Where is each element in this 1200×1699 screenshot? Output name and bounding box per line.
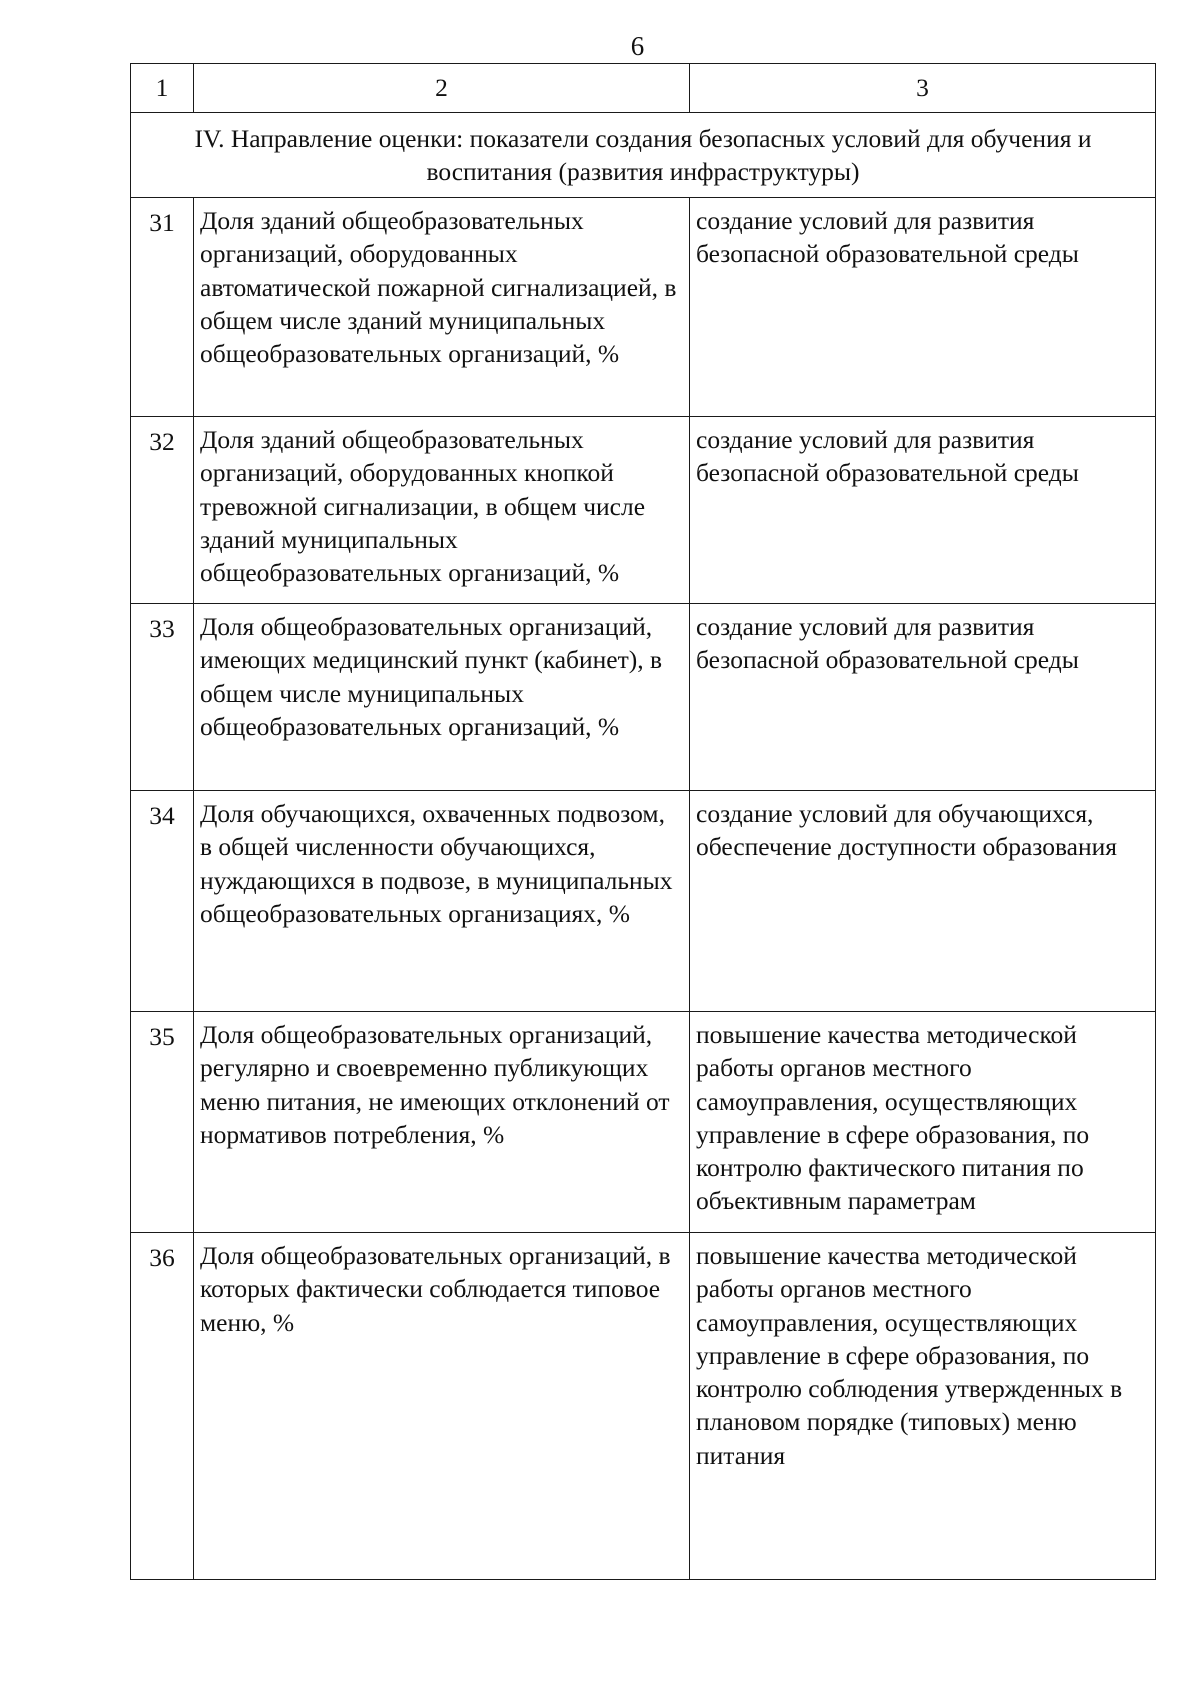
purpose-text: создание условий для обучающихся, обеспечение доступности образования: [690, 791, 1156, 1012]
indicator-text: Доля общеобразовательных организаций, имеющих медицинский пункт (кабинет), в общем числе муниципальных общеобразовательных организаций, %: [194, 604, 690, 791]
table-row: [131, 1012, 1156, 1233]
table-row: [131, 417, 1156, 604]
column-number-row: [131, 64, 1156, 113]
purpose-text: повышение качества методической работы органов местного самоуправления, осуществляющих управление в сфере образования, по контролю соблюдения утвержденных в плановом порядке (типовых) меню питания: [690, 1233, 1156, 1580]
row-number: 36: [131, 1233, 194, 1580]
indicators-table: [130, 63, 1156, 1580]
column-number-3: 3: [690, 64, 1156, 113]
indicator-text: Доля общеобразовательных организаций, в которых фактически соблюдается типовое меню, %: [194, 1233, 690, 1580]
row-number: 34: [131, 791, 194, 1012]
purpose-text: создание условий для развития безопасной образовательной среды: [690, 417, 1156, 604]
section-title: IV. Направление оценки: показатели создания безопасных условий для обучения и воспитания (развития инфраструктуры): [131, 113, 1156, 198]
row-number: 33: [131, 604, 194, 791]
section-heading-row: [131, 113, 1156, 198]
indicator-text: Доля зданий общеобразовательных организаций, оборудованных кнопкой тревожной сигнализации, в общем числе зданий муниципальных общеобразовательных организаций, %: [194, 417, 690, 604]
purpose-text: создание условий для развития безопасной образовательной среды: [690, 198, 1156, 417]
row-number: 31: [131, 198, 194, 417]
indicator-text: Доля общеобразовательных организаций, регулярно и своевременно публикующих меню питания, не имеющих отклонений от нормативов потребления, %: [194, 1012, 690, 1233]
indicator-text: Доля зданий общеобразовательных организаций, оборудованных автоматической пожарной сигнализацией, в общем числе зданий муниципальных общеобразовательных организаций, %: [194, 198, 690, 417]
table-row: [131, 791, 1156, 1012]
row-number: 32: [131, 417, 194, 604]
column-number-1: 1: [131, 64, 194, 113]
column-number-2: 2: [194, 64, 690, 113]
purpose-text: создание условий для развития безопасной образовательной среды: [690, 604, 1156, 791]
table-row: [131, 198, 1156, 417]
row-number: 35: [131, 1012, 194, 1233]
purpose-text: повышение качества методической работы органов местного самоуправления, осуществляющих управление в сфере образования, по контролю фактического питания по объективным параметрам: [690, 1012, 1156, 1233]
table-row: [131, 1233, 1156, 1580]
table-row: [131, 604, 1156, 791]
indicator-text: Доля обучающихся, охваченных подвозом, в общей численности обучающихся, нуждающихся в подвозе, в муниципальных общеобразовательных организациях, %: [194, 791, 690, 1012]
page-number: 6: [630, 31, 645, 61]
